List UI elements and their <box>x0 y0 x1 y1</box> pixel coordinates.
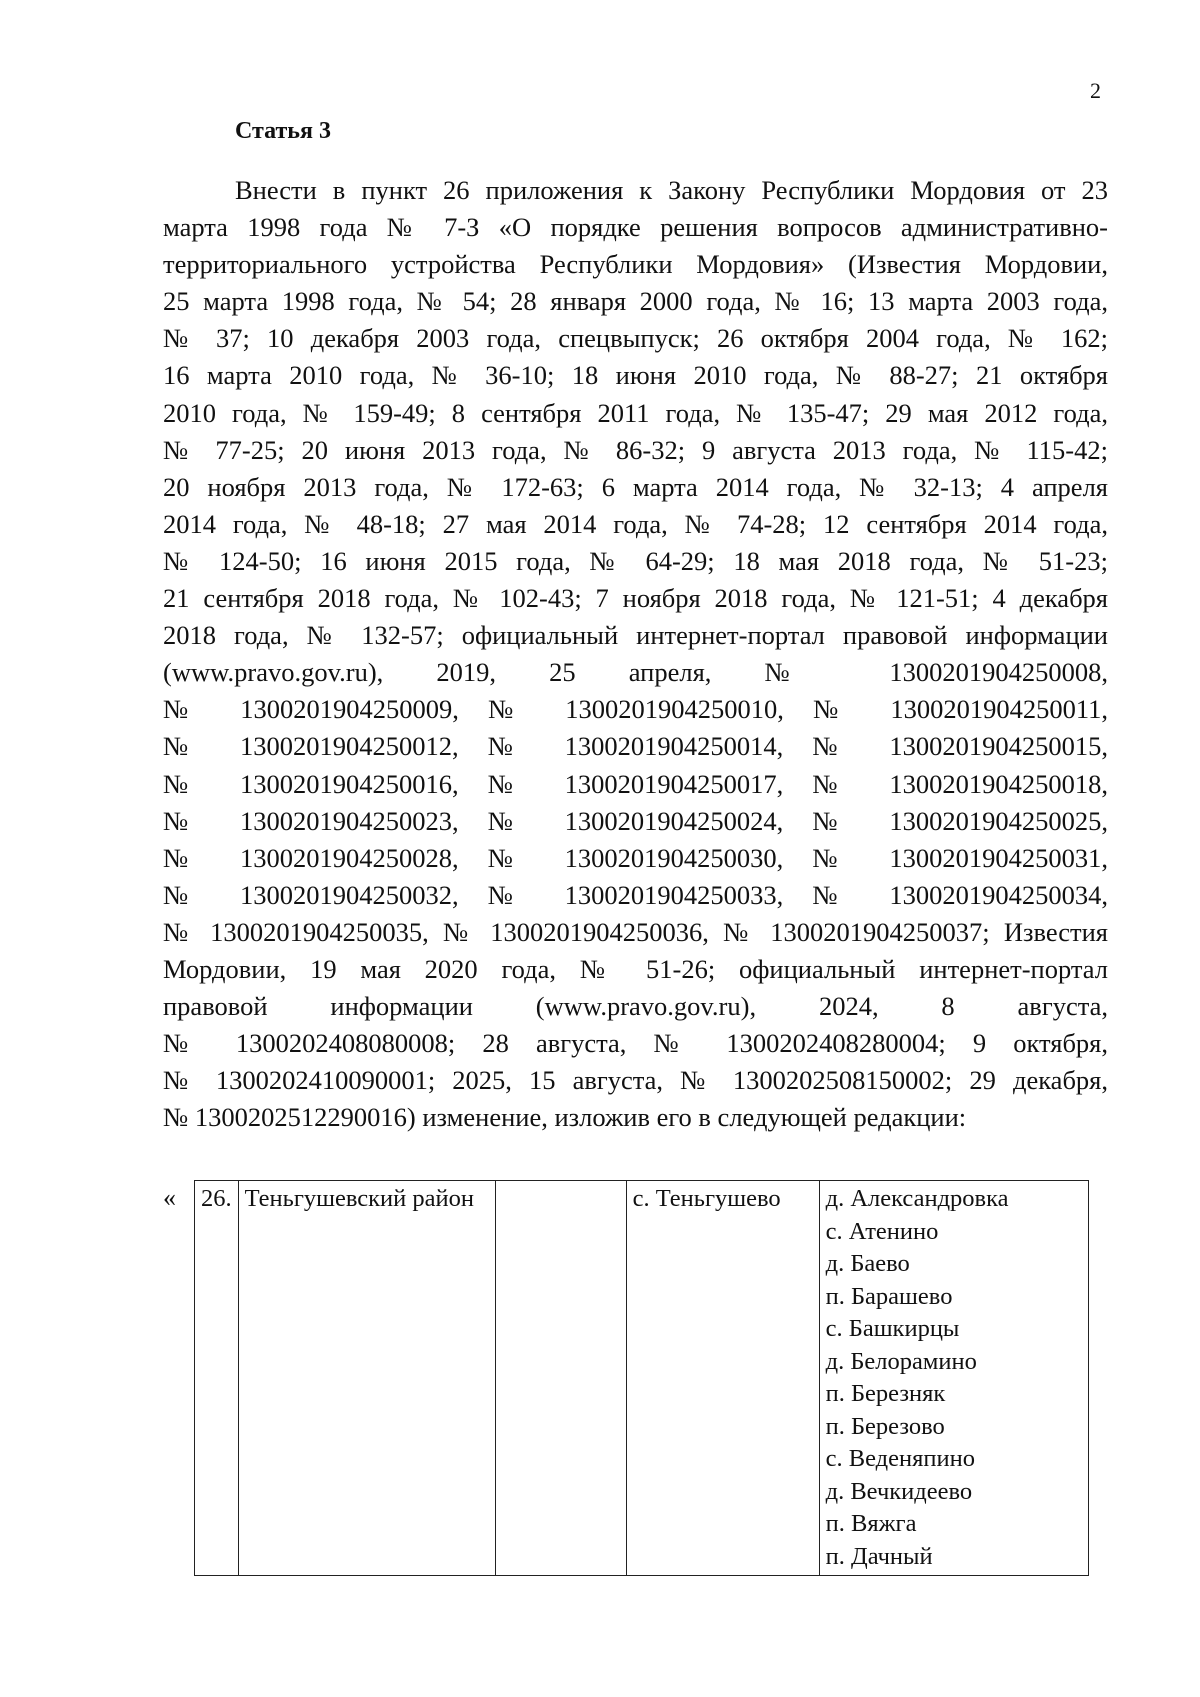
opening-quote: « <box>163 1183 176 1212</box>
settlement-item: с. Веденяпино <box>825 1445 975 1472</box>
paragraph-line: № 1300201904250023, № 1300201904250024, № 1300201904250025, <box>163 805 1108 836</box>
paragraph-line: № 1300201904250035, № 1300201904250036, № 1300201904250037; Известия <box>163 916 1108 947</box>
settlement-item: п. Вяжга <box>825 1510 917 1537</box>
settlement-item: с. Атенино <box>825 1217 939 1245</box>
paragraph-line: правовой информации (www.pravo.gov.ru), 2024, 8 августа, <box>163 991 1108 1022</box>
settlement-item: п. Дачный <box>825 1542 933 1570</box>
row-number-cell: 26. <box>195 1181 239 1576</box>
settlement-item: п. Березово <box>825 1412 945 1440</box>
district-cell: Теньгушевский район <box>238 1181 495 1576</box>
paragraph-line: № 124-50; 16 июня 2015 года, № 64-29; 18 мая 2018 года, № 51-23; <box>163 545 1108 576</box>
empty-cell <box>495 1181 626 1576</box>
settlement-item: д. Белорамино <box>825 1347 977 1375</box>
paragraph-line: 21 сентября 2018 года, № 102-43; 7 ноября 2018 года, № 121-51; 4 декабря <box>163 583 1108 614</box>
district-table <box>194 1180 1089 1576</box>
paragraph-line: 2018 года, № 132-57; официальный интернет-портал правовой информации <box>163 620 1108 651</box>
paragraph-line: № 1300202512290016) изменение, изложив его в следующей редакции: <box>163 1102 967 1133</box>
paragraph-line: № 1300201904250028, № 1300201904250030, № 1300201904250031, <box>163 842 1108 873</box>
paragraph-line: территориального устройства Республики Мордовия» (Известия Мордовии, <box>163 249 1108 280</box>
admin-center-cell: с. Теньгушево <box>626 1181 819 1576</box>
paragraph-line: 2014 года, № 48-18; 27 мая 2014 года, № 74-28; 12 сентября 2014 года, <box>163 508 1108 539</box>
paragraph-line: 25 марта 1998 года, № 54; 28 января 2000 года, № 16; 13 марта 2003 года, <box>163 286 1108 317</box>
paragraph-line: № 77-25; 20 июня 2013 года, № 86-32; 9 августа 2013 года, № 115-42; <box>163 434 1108 465</box>
paragraph-line: (www.pravo.gov.ru), 2019, 25 апреля, № 1300201904250008, <box>163 657 1108 688</box>
paragraph-line: № 1300202408080008; 28 августа, № 1300202408280004; 9 октября, <box>163 1028 1108 1059</box>
article-heading: Статья 3 <box>235 118 331 144</box>
settlement-item: д. Вечкидеево <box>825 1477 973 1505</box>
settlement-item: д. Александровка <box>825 1185 1009 1212</box>
settlement-item: с. Башкирцы <box>825 1315 960 1342</box>
settlement-item: п. Березняк <box>825 1380 946 1407</box>
paragraph-line: Мордовии, 19 мая 2020 года, № 51-26; официальный интернет-портал <box>163 953 1108 984</box>
paragraph-line: Внести в пункт 26 приложения к Закону Республики Мордовия от 23 <box>235 175 1108 205</box>
paragraph-line: марта 1998 года № 7-З «О порядке решения вопросов административно- <box>163 212 1108 243</box>
paragraph-line: 20 ноября 2013 года, № 172-63; 6 марта 2014 года, № 32-13; 4 апреля <box>163 471 1108 502</box>
settlement-item: д. Баево <box>825 1250 910 1277</box>
settlement-item: п. Барашево <box>825 1282 953 1310</box>
paragraph-line: № 37; 10 декабря 2003 года, спецвыпуск; 26 октября 2004 года, № 162; <box>163 323 1108 354</box>
paragraph-line: № 1300202410090001; 2025, 15 августа, № 1300202508150002; 29 декабря, <box>163 1065 1108 1096</box>
paragraph-line: 2010 года, № 159-49; 8 сентября 2011 года, № 135-47; 29 мая 2012 года, <box>163 397 1108 428</box>
table-row <box>195 1181 1089 1576</box>
amendment-paragraph <box>163 172 1108 1136</box>
paragraph-line: № 1300201904250016, № 1300201904250017, № 1300201904250018, <box>163 768 1108 799</box>
paragraph-line: № 1300201904250032, № 1300201904250033, № 1300201904250034, <box>163 879 1108 910</box>
settlements-cell <box>819 1181 1088 1576</box>
paragraph-line: № 1300201904250009, № 1300201904250010, № 1300201904250011, <box>163 694 1108 725</box>
page-number: 2 <box>1090 78 1101 103</box>
paragraph-line: № 1300201904250012, № 1300201904250014, № 1300201904250015, <box>163 731 1108 762</box>
paragraph-line: 16 марта 2010 года, № 36-10; 18 июня 2010 года, № 88-27; 21 октября <box>163 360 1108 391</box>
